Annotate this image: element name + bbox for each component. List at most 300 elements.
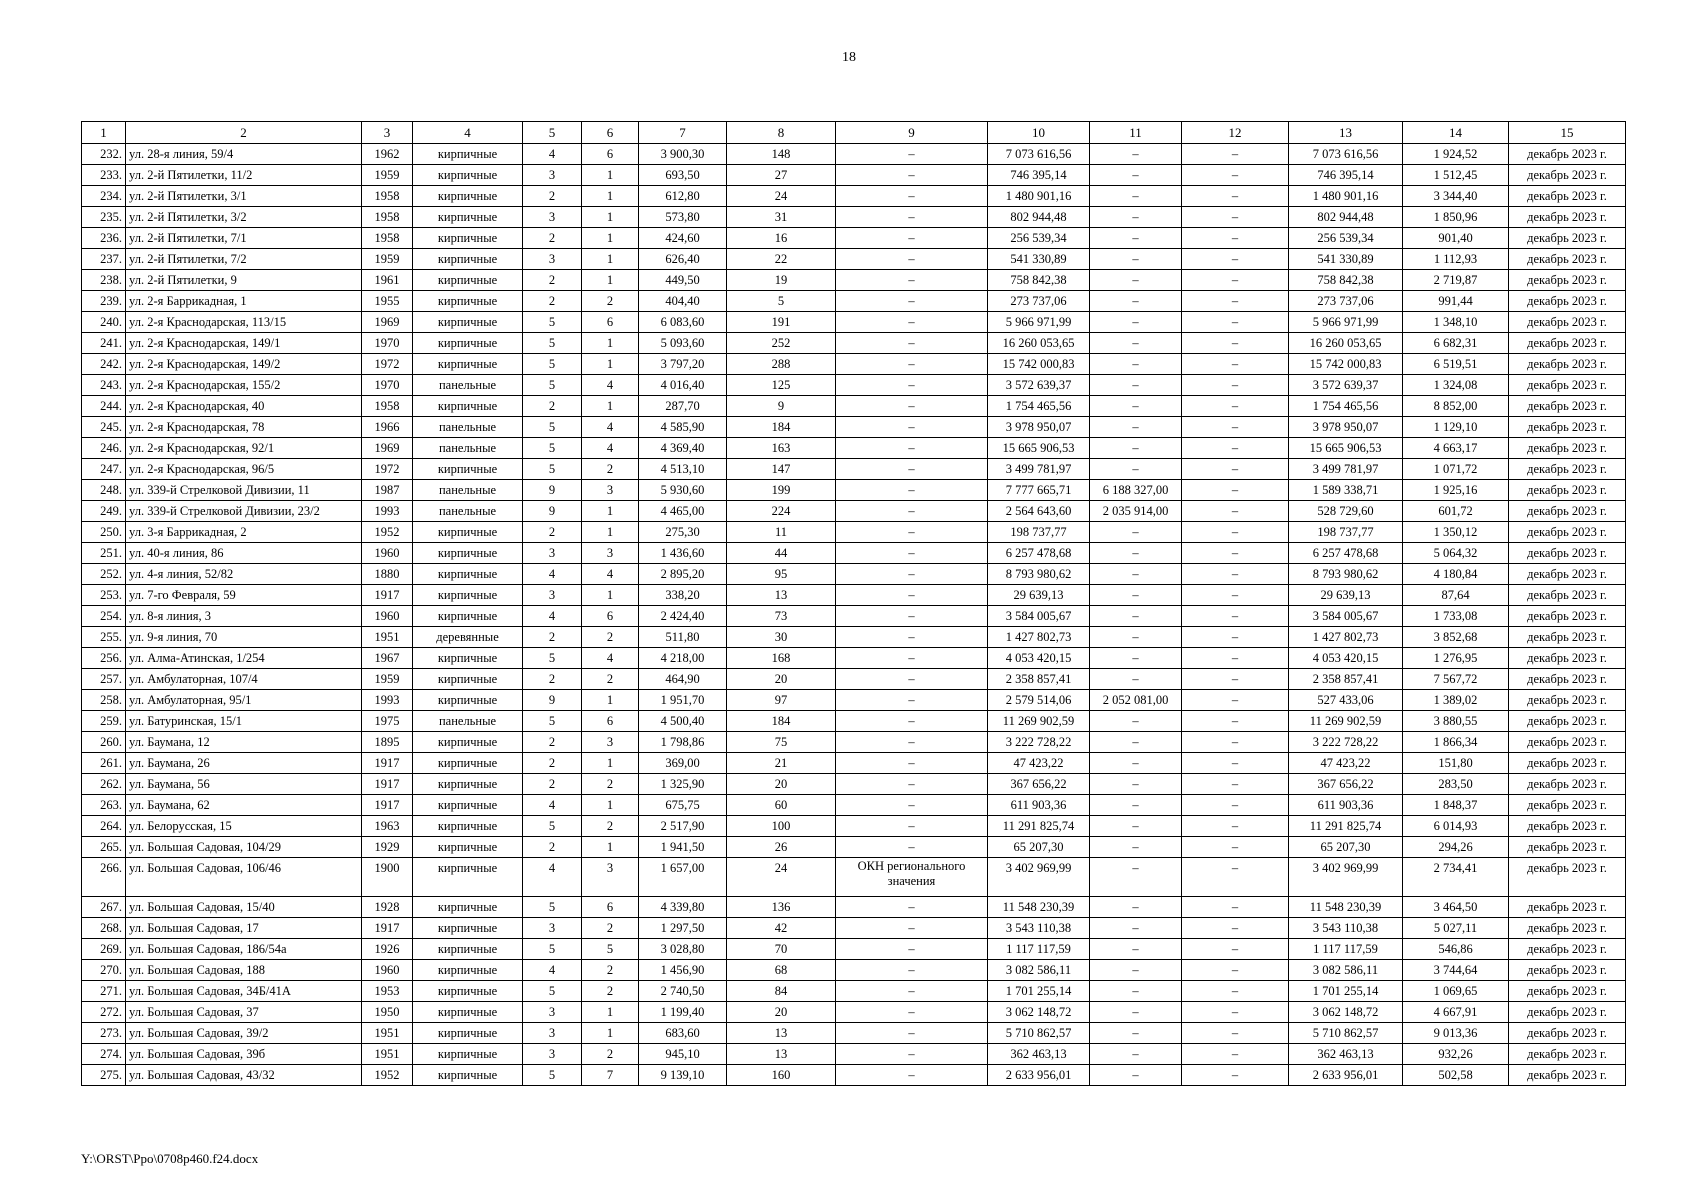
table-row (82, 774, 1626, 795)
table-cell: 7 567,72 (1403, 669, 1509, 690)
table-cell: – (1090, 564, 1182, 585)
table-cell: кирпичные (413, 396, 523, 417)
table-cell: 24 (727, 858, 836, 897)
table-cell: 100 (727, 816, 836, 837)
table-cell: 1 (582, 837, 639, 858)
table-cell: – (836, 522, 988, 543)
table-cell: 1972 (362, 459, 413, 480)
table-cell: 1 924,52 (1403, 144, 1509, 165)
table-cell: 1 850,96 (1403, 207, 1509, 228)
table-cell: 2 (523, 732, 582, 753)
table-cell: 502,58 (1403, 1065, 1509, 1086)
page-number: 18 (842, 50, 856, 65)
table-cell: 65 207,30 (988, 837, 1090, 858)
column-header: 1 (82, 122, 126, 144)
column-header: 7 (639, 122, 727, 144)
table-row (82, 543, 1626, 564)
table-cell: – (1090, 711, 1182, 732)
table-cell: 1959 (362, 165, 413, 186)
table-cell: ул. 2-я Краснодарская, 149/1 (126, 333, 362, 354)
table-cell: 1 069,65 (1403, 981, 1509, 1002)
table-cell: – (1090, 375, 1182, 396)
table-cell: декабрь 2023 г. (1509, 1065, 1626, 1086)
table-cell: – (1090, 1023, 1182, 1044)
table-cell: 4 (523, 858, 582, 897)
table-cell: 244. (82, 396, 126, 417)
table-row (82, 291, 1626, 312)
table-cell: 3 402 969,99 (988, 858, 1090, 897)
table-cell: – (836, 1002, 988, 1023)
table-cell: ул. 8-я линия, 3 (126, 606, 362, 627)
table-cell: 24 (727, 186, 836, 207)
table-cell: кирпичные (413, 858, 523, 897)
table-cell: 1 348,10 (1403, 312, 1509, 333)
table-cell: декабрь 2023 г. (1509, 396, 1626, 417)
table-cell: 1 350,12 (1403, 522, 1509, 543)
table-cell: декабрь 2023 г. (1509, 732, 1626, 753)
table-cell: 261. (82, 753, 126, 774)
table-cell: 7 073 616,56 (988, 144, 1090, 165)
table-cell: – (836, 354, 988, 375)
table-cell: 3 (582, 858, 639, 897)
table-cell: – (836, 144, 988, 165)
table-cell: 3 852,68 (1403, 627, 1509, 648)
table-cell: 168 (727, 648, 836, 669)
table-row (82, 918, 1626, 939)
table-cell: 5 930,60 (639, 480, 727, 501)
table-cell: ул. 4-я линия, 52/82 (126, 564, 362, 585)
table-cell: – (1182, 354, 1289, 375)
table-cell: декабрь 2023 г. (1509, 711, 1626, 732)
table-row (82, 1044, 1626, 1065)
table-cell: 573,80 (639, 207, 727, 228)
table-cell: 2 (523, 522, 582, 543)
table-cell: – (1090, 981, 1182, 1002)
table-cell: кирпичные (413, 981, 523, 1002)
column-header: 8 (727, 122, 836, 144)
table-cell: – (1090, 960, 1182, 981)
footer-file-path: Y:\ORST\Ppo\0708p460.f24.docx (81, 1151, 259, 1166)
table-cell: 802 944,48 (1289, 207, 1403, 228)
table-cell: 251. (82, 543, 126, 564)
table-cell: 1963 (362, 816, 413, 837)
table-cell: 2 579 514,06 (988, 690, 1090, 711)
table-cell: декабрь 2023 г. (1509, 753, 1626, 774)
table-cell: 5 (523, 312, 582, 333)
table-cell: 21 (727, 753, 836, 774)
table-cell: 4 016,40 (639, 375, 727, 396)
table-cell: 541 330,89 (988, 249, 1090, 270)
table-cell: 1987 (362, 480, 413, 501)
table-cell: – (1090, 291, 1182, 312)
table-cell: панельные (413, 480, 523, 501)
table-cell: 148 (727, 144, 836, 165)
table-row (82, 816, 1626, 837)
table-cell: – (1182, 312, 1289, 333)
table-cell: – (836, 897, 988, 918)
table-cell: ул. 9-я линия, 70 (126, 627, 362, 648)
table-cell: ул. 2-й Пятилетки, 3/2 (126, 207, 362, 228)
table-cell: декабрь 2023 г. (1509, 144, 1626, 165)
table-cell: 1972 (362, 354, 413, 375)
table-cell: кирпичные (413, 732, 523, 753)
table-cell: – (836, 627, 988, 648)
table-cell: 5 (523, 417, 582, 438)
table-cell: 1953 (362, 981, 413, 1002)
table-cell: 683,60 (639, 1023, 727, 1044)
table-cell: 4 218,00 (639, 648, 727, 669)
table-cell: 1 117 117,59 (1289, 939, 1403, 960)
table-cell: – (836, 207, 988, 228)
table-cell: 239. (82, 291, 126, 312)
table-cell: – (836, 732, 988, 753)
table-cell: 9 013,36 (1403, 1023, 1509, 1044)
table-cell: ул. Баумана, 56 (126, 774, 362, 795)
table-cell: 2 035 914,00 (1090, 501, 1182, 522)
table-cell: – (836, 249, 988, 270)
table-cell: 1 112,93 (1403, 249, 1509, 270)
table-cell: 546,86 (1403, 939, 1509, 960)
table-cell: 1 701 255,14 (988, 981, 1090, 1002)
table-cell: 1960 (362, 960, 413, 981)
table-cell: – (836, 939, 988, 960)
table-cell: 20 (727, 774, 836, 795)
table-cell: 243. (82, 375, 126, 396)
table-cell: 404,40 (639, 291, 727, 312)
table-cell: – (1090, 165, 1182, 186)
table-row (82, 165, 1626, 186)
table-cell: декабрь 2023 г. (1509, 249, 1626, 270)
table-cell: 68 (727, 960, 836, 981)
table-cell: – (1090, 753, 1182, 774)
table-cell: ул. Баумана, 62 (126, 795, 362, 816)
table-cell: 541 330,89 (1289, 249, 1403, 270)
table-cell: 75 (727, 732, 836, 753)
table-cell: 15 742 000,83 (1289, 354, 1403, 375)
table-row (82, 960, 1626, 981)
table-cell: 1 480 901,16 (988, 186, 1090, 207)
table-cell: 269. (82, 939, 126, 960)
table-cell: 242. (82, 354, 126, 375)
column-header: 14 (1403, 122, 1509, 144)
table-cell: ул. Батуринская, 15/1 (126, 711, 362, 732)
table-cell: декабрь 2023 г. (1509, 522, 1626, 543)
table-cell: 5 (523, 648, 582, 669)
table-cell: декабрь 2023 г. (1509, 918, 1626, 939)
table-cell: 6 257 478,68 (1289, 543, 1403, 564)
table-cell: 31 (727, 207, 836, 228)
table-cell: 6 519,51 (1403, 354, 1509, 375)
table-cell: ул. Белорусская, 15 (126, 816, 362, 837)
table-cell: 3 082 586,11 (988, 960, 1090, 981)
table-cell: 932,26 (1403, 1044, 1509, 1065)
table-cell: кирпичные (413, 795, 523, 816)
table-cell: 1993 (362, 690, 413, 711)
table-cell: – (1182, 522, 1289, 543)
table-cell: 247. (82, 459, 126, 480)
table-cell: – (836, 669, 988, 690)
table-cell: 1 (582, 207, 639, 228)
table-cell: 2 (523, 270, 582, 291)
table-cell: декабрь 2023 г. (1509, 960, 1626, 981)
table-cell: 675,75 (639, 795, 727, 816)
table-cell: 1 (582, 354, 639, 375)
table-cell: 8 793 980,62 (988, 564, 1090, 585)
table-cell: – (1090, 522, 1182, 543)
table-cell: 3 402 969,99 (1289, 858, 1403, 897)
table-cell: декабрь 2023 г. (1509, 648, 1626, 669)
table-cell: – (1090, 918, 1182, 939)
table-row (82, 753, 1626, 774)
table-cell: – (1182, 753, 1289, 774)
table-row (82, 1002, 1626, 1023)
table-cell: 136 (727, 897, 836, 918)
table-cell: – (1182, 144, 1289, 165)
table-cell: 238. (82, 270, 126, 291)
table-cell: 19 (727, 270, 836, 291)
table-cell: кирпичные (413, 918, 523, 939)
table-cell: ул. 2-й Пятилетки, 3/1 (126, 186, 362, 207)
table-cell: 5 (523, 939, 582, 960)
table-cell: панельные (413, 438, 523, 459)
table-cell: 6 188 327,00 (1090, 480, 1182, 501)
table-cell: 6 (582, 312, 639, 333)
table-cell: 258. (82, 690, 126, 711)
table-row (82, 732, 1626, 753)
table-cell: ул. 339-й Стрелковой Дивизии, 11 (126, 480, 362, 501)
table-cell: 5 (523, 375, 582, 396)
table-cell: 611 903,36 (988, 795, 1090, 816)
table-cell: – (1182, 186, 1289, 207)
table-cell: 1955 (362, 291, 413, 312)
table-cell: – (1182, 711, 1289, 732)
table-cell: 160 (727, 1065, 836, 1086)
table-cell: 5 (582, 939, 639, 960)
table-cell: – (836, 960, 988, 981)
table-cell: 1 436,60 (639, 543, 727, 564)
table-cell: – (1182, 981, 1289, 1002)
table-cell: 274. (82, 1044, 126, 1065)
table-cell: – (836, 333, 988, 354)
table-cell: – (836, 228, 988, 249)
table-cell: ул. Большая Садовая, 34Б/41А (126, 981, 362, 1002)
table-cell: декабрь 2023 г. (1509, 291, 1626, 312)
table-cell: 4 513,10 (639, 459, 727, 480)
table-cell: ул. 2-я Краснодарская, 78 (126, 417, 362, 438)
table-cell: – (836, 1044, 988, 1065)
table-cell: кирпичные (413, 207, 523, 228)
table-cell: 5 (523, 333, 582, 354)
column-header: 2 (126, 122, 362, 144)
table-cell: 5 064,32 (1403, 543, 1509, 564)
table-cell: 746 395,14 (1289, 165, 1403, 186)
table-cell: 626,40 (639, 249, 727, 270)
table-cell: – (1090, 186, 1182, 207)
table-cell: 1962 (362, 144, 413, 165)
table-cell: – (1090, 606, 1182, 627)
table-cell: декабрь 2023 г. (1509, 459, 1626, 480)
table-cell: – (1090, 939, 1182, 960)
table-cell: кирпичные (413, 837, 523, 858)
table-row (82, 837, 1626, 858)
table-cell: деревянные (413, 627, 523, 648)
table-cell: – (836, 690, 988, 711)
table-cell: 95 (727, 564, 836, 585)
table-row (82, 459, 1626, 480)
table-cell: 11 548 230,39 (1289, 897, 1403, 918)
table-cell: 271. (82, 981, 126, 1002)
table-cell: – (1182, 918, 1289, 939)
table-cell: 2 358 857,41 (988, 669, 1090, 690)
table-cell: – (1182, 858, 1289, 897)
table-cell: 2 633 956,01 (988, 1065, 1090, 1086)
table-cell: – (836, 816, 988, 837)
table-cell: – (836, 981, 988, 1002)
table-cell: 198 737,77 (1289, 522, 1403, 543)
table-cell: 11 269 902,59 (988, 711, 1090, 732)
table-cell: 527 433,06 (1289, 690, 1403, 711)
table-cell: – (1182, 438, 1289, 459)
table-cell: кирпичные (413, 564, 523, 585)
table-cell: 13 (727, 1044, 836, 1065)
table-cell: 256 539,34 (988, 228, 1090, 249)
table-cell: 758 842,38 (988, 270, 1090, 291)
table-cell: – (1090, 333, 1182, 354)
table-cell: ул. 2-я Краснодарская, 113/15 (126, 312, 362, 333)
table-body (82, 144, 1626, 1086)
table-cell: 1952 (362, 522, 413, 543)
table-cell: 147 (727, 459, 836, 480)
table-cell: – (836, 291, 988, 312)
table-cell: 1 941,50 (639, 837, 727, 858)
table-cell: 11 548 230,39 (988, 897, 1090, 918)
table-cell: – (836, 480, 988, 501)
table-cell: кирпичные (413, 165, 523, 186)
table-cell: 4 (582, 438, 639, 459)
table-cell: – (836, 918, 988, 939)
table-cell: 4 369,40 (639, 438, 727, 459)
table-row (82, 648, 1626, 669)
table-cell: 4 663,17 (1403, 438, 1509, 459)
table-cell: – (1090, 207, 1182, 228)
table-cell: ул. Большая Садовая, 17 (126, 918, 362, 939)
table-row (82, 1065, 1626, 1086)
table-cell: – (836, 564, 988, 585)
table-cell: 5 (523, 981, 582, 1002)
table-cell: 2 424,40 (639, 606, 727, 627)
table-cell: 4 339,80 (639, 897, 727, 918)
table-cell: – (1182, 543, 1289, 564)
table-cell: 250. (82, 522, 126, 543)
table-cell: 241. (82, 333, 126, 354)
table-cell: 47 423,22 (988, 753, 1090, 774)
table-cell: – (836, 501, 988, 522)
table-cell: 3 543 110,38 (1289, 918, 1403, 939)
table-cell: – (1090, 795, 1182, 816)
table-cell: 253. (82, 585, 126, 606)
table-cell: 3 222 728,22 (1289, 732, 1403, 753)
table-cell: 746 395,14 (988, 165, 1090, 186)
table-cell: 3 222 728,22 (988, 732, 1090, 753)
table-cell: 1 456,90 (639, 960, 727, 981)
table-cell: 11 291 825,74 (1289, 816, 1403, 837)
table-cell: 1 754 465,56 (988, 396, 1090, 417)
column-header: 10 (988, 122, 1090, 144)
table-cell: – (1182, 165, 1289, 186)
table-cell: 245. (82, 417, 126, 438)
table-cell: 1970 (362, 333, 413, 354)
table-cell: декабрь 2023 г. (1509, 795, 1626, 816)
table-cell: 3 (523, 543, 582, 564)
table-cell: 1958 (362, 228, 413, 249)
table-cell: 84 (727, 981, 836, 1002)
table-cell: кирпичные (413, 333, 523, 354)
table-cell: декабрь 2023 г. (1509, 312, 1626, 333)
table-cell: 1926 (362, 939, 413, 960)
table-cell: 6 (582, 144, 639, 165)
table-cell: 4 (582, 417, 639, 438)
table-cell: 1 754 465,56 (1289, 396, 1403, 417)
table-cell: 991,44 (1403, 291, 1509, 312)
table-cell: ул. Баумана, 12 (126, 732, 362, 753)
table-cell: 13 (727, 585, 836, 606)
table-cell: 1 324,08 (1403, 375, 1509, 396)
table-cell: – (1090, 732, 1182, 753)
table-cell: кирпичные (413, 186, 523, 207)
table-cell: 73 (727, 606, 836, 627)
table-cell: кирпичные (413, 939, 523, 960)
table-cell: 265. (82, 837, 126, 858)
table-cell: 270. (82, 960, 126, 981)
table-cell: 2 (582, 981, 639, 1002)
table-cell: ул. 7-го Февраля, 59 (126, 585, 362, 606)
table-cell: – (1182, 837, 1289, 858)
table-cell: 2 (582, 960, 639, 981)
table-cell: 6 257 478,68 (988, 543, 1090, 564)
table-cell: 612,80 (639, 186, 727, 207)
table-cell: 1 733,08 (1403, 606, 1509, 627)
table-cell: 2 564 643,60 (988, 501, 1090, 522)
table-cell: 252. (82, 564, 126, 585)
table-cell: – (1090, 543, 1182, 564)
table-cell: 1960 (362, 606, 413, 627)
table-cell: 3 978 950,07 (1289, 417, 1403, 438)
table-cell: – (836, 312, 988, 333)
table-cell: 2 (582, 291, 639, 312)
table-cell: ул. Большая Садовая, 39б (126, 1044, 362, 1065)
table-cell: – (1090, 144, 1182, 165)
table-cell: кирпичные (413, 312, 523, 333)
table-cell: – (836, 270, 988, 291)
table-cell: – (1090, 816, 1182, 837)
table-cell: 236. (82, 228, 126, 249)
table-cell: 2 (582, 918, 639, 939)
table-cell: 2 895,20 (639, 564, 727, 585)
table-cell: кирпичные (413, 669, 523, 690)
table-cell: декабрь 2023 г. (1509, 837, 1626, 858)
table-cell: 7 073 616,56 (1289, 144, 1403, 165)
table-cell: декабрь 2023 г. (1509, 669, 1626, 690)
table-cell: кирпичные (413, 1023, 523, 1044)
table-cell: 1950 (362, 1002, 413, 1023)
table-row (82, 939, 1626, 960)
table-cell: 256. (82, 648, 126, 669)
table-cell: декабрь 2023 г. (1509, 627, 1626, 648)
table-cell: кирпичные (413, 648, 523, 669)
table-cell: 5 966 971,99 (1289, 312, 1403, 333)
table-cell: 3 (582, 480, 639, 501)
table-row (82, 207, 1626, 228)
